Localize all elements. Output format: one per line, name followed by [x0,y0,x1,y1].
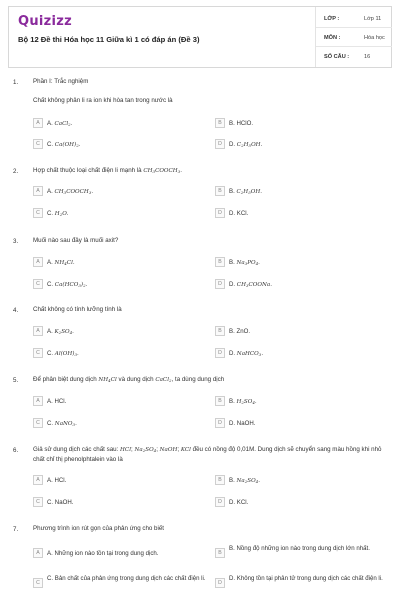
option-letter-box: C [33,208,43,218]
question-text: Chất không có tính lưỡng tính là [33,306,122,313]
option-letter-box: D [215,139,225,149]
option-letter-box: A [33,475,43,485]
option-text: B. $H_2SO_4$. [229,397,257,405]
question-text: Để phân biệt dung dịch $NH_4Cl$ và dung dịch CaCl$_2$, ta dùng dung dịch [33,376,225,383]
option-letter-box: D [215,279,225,289]
question-number: 2. [13,168,19,175]
section-heading: Phần I: Trắc nghiệm [33,78,89,85]
question-number: 1. [13,79,19,86]
option-letter-box: B [215,396,225,406]
option-letter-box: C [33,418,43,428]
option-letter-box: A [33,548,43,558]
option-letter-box: C [33,578,43,588]
question-text: Hợp chất thuộc loại chất điện li mạnh là $CH_3COOCH_3$. [33,167,183,174]
meta-value: Hóa học [364,35,385,41]
worksheet-header [8,6,392,68]
option-text: C. NaOH. [47,498,74,506]
option-letter-box: D [215,208,225,218]
option-text: A. CaCl$_2$. [47,119,73,127]
option-letter-box: C [33,139,43,149]
question-text: Muối nào sau đây là muối axit? [33,237,119,244]
question-number: 4. [13,307,19,314]
option-letter-box: D [215,578,225,588]
option-text: C. Bản chất của phản ứng trong dung dịch các chất điện li. [47,575,206,582]
option-letter-box: B [215,475,225,485]
option-letter-box: C [33,348,43,358]
option-text: D. NaOH. [229,419,256,427]
option-letter-box: B [215,548,225,558]
meta-value: 16 [364,54,371,60]
meta-row-class [316,11,392,28]
option-text: A. $CH_3COOCH_3$. [47,187,94,195]
option-text: A. $NH_4Cl$. [47,258,75,266]
option-letter-box: A [33,257,43,267]
option-text: C. NaNO$_3$. [47,419,77,427]
meta-row-count [316,49,392,66]
meta-label: SỐ CÂU : [324,54,350,60]
meta-info [315,7,391,67]
meta-value: Lớp 11 [364,16,382,22]
question-text: Phương trình ion rút gọn của phản ứng cho biết [33,525,165,532]
option-letter-box: C [33,497,43,507]
option-letter-box: A [33,186,43,196]
option-text: B. $Na_3PO_4$. [229,258,260,266]
option-text: C. $Al(OH)_3$. [47,349,79,357]
option-letter-box: D [215,497,225,507]
option-text: B. ZnO. [229,327,251,335]
option-text: D. KCl. [229,498,249,506]
meta-label: MÔN : [324,35,341,41]
quizizz-logo: Quizizz [18,14,73,29]
option-letter-box: B [215,257,225,267]
document-title: Bộ 12 Đề thi Hóa học 11 Giữa kì 1 có đáp án (Đề 3) [18,35,200,44]
option-letter-box: A [33,396,43,406]
option-text: A. HCl. [47,397,67,405]
question-number: 7. [13,526,19,533]
option-letter-box: B [215,326,225,336]
option-text: C. $H_2O$. [47,209,69,217]
option-text: C. $Ca(OH)_2$. [47,140,81,148]
option-text: D. KCl. [229,209,249,217]
option-letter-box: C [33,279,43,289]
option-letter-box: A [33,326,43,336]
option-letter-box: B [215,186,225,196]
option-text: D. NaHCO$_3$. [229,349,264,357]
question-number: 5. [13,377,19,384]
question-text: Giả sử dung dịch các chất sau: HCl; $Na_2SO_4$; NaOH; KCl đều có nồng độ 0,01M. Dung dịch sẽ chuyển sang màu hồng khi nhỏ chất chỉ thị phenolphtalein vào là [33,446,382,463]
option-letter-box: D [215,348,225,358]
option-text: D. Không tồn tại phân tử trong dung dịch các chất điện li. [229,575,383,582]
option-text: B. $Na_2SO_4$. [229,476,260,484]
option-text: A. Những ion nào tồn tại trong dung dịch. [47,549,159,557]
question-number: 3. [13,238,19,245]
option-letter-box: B [215,118,225,128]
option-text: C. $Ca(HCO_3)_2$. [47,280,88,288]
question-number: 6. [13,447,19,454]
option-text: A. $K_2SO_4$. [47,327,74,335]
option-letter-box: D [215,418,225,428]
option-text: B. HClO. [229,119,254,127]
option-text: A. HCl. [47,476,67,484]
option-text: B. Nồng độ những ion nào trong dung dịch lớn nhất. [229,545,370,552]
meta-label: LỚP : [324,16,340,22]
meta-row-subject [316,30,392,47]
option-letter-box: A [33,118,43,128]
option-text: D. $C_2H_5OH$. [229,140,263,148]
option-text: B. $C_2H_5OH$. [229,187,262,195]
option-text: D. $CH_3COONa$. [229,280,272,288]
question-text: Chất không phân li ra ion khi hòa tan trong nước là [33,97,173,104]
